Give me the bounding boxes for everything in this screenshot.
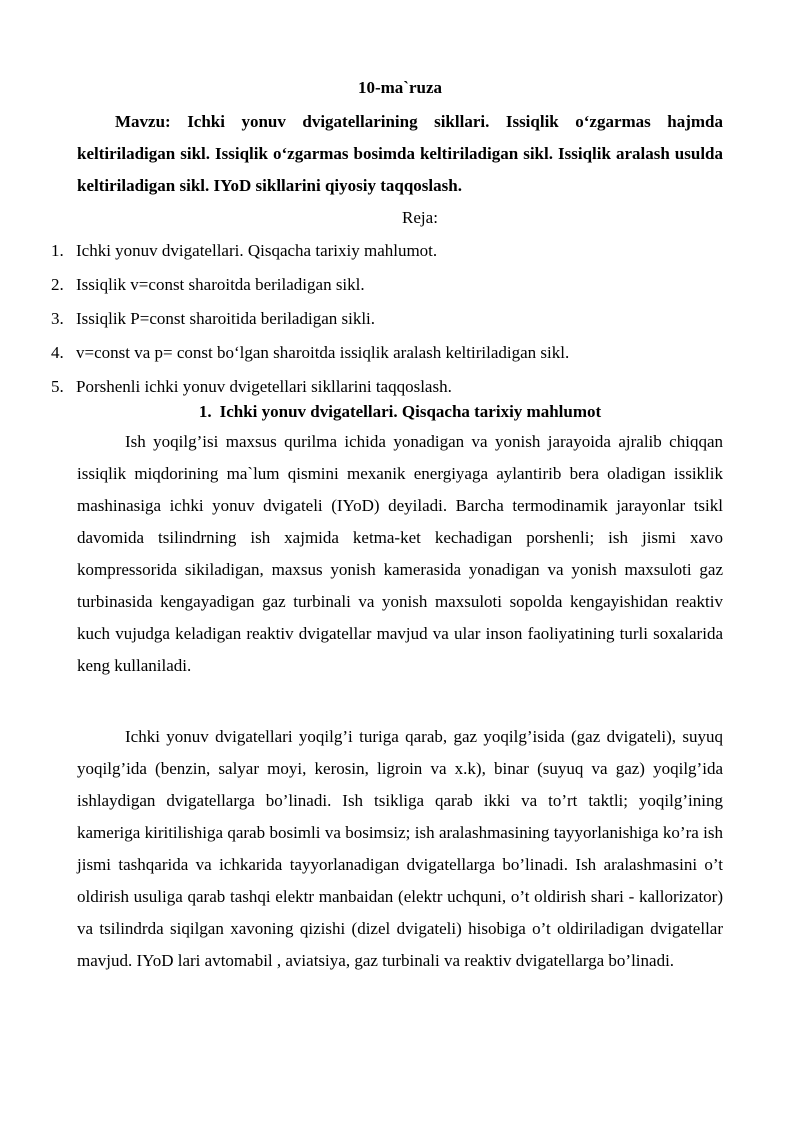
plan-item-text: Issiqlik P=const sharoitida beriladigan sikli.	[76, 309, 376, 328]
plan-item	[51, 370, 751, 404]
plan-item	[51, 268, 751, 302]
body-paragraph: Ish yoqilg’isi maxsus qurilma ichida yonadigan va yonish jarayoida ajralib chiqqan issiqlik miqdorining ma`lum qismini mexanik energiyaga aylantirib bera oladigan issiklik mashinasiga ichki yonuv dvigateli (IYoD) deyiladi. Barcha termodinamik jarayonlar tsikl davomida tsilindrning ish xajmida ketma-ket kechadigan porshenli; ish jismi xavo kompressorida sikiladigan, maxsus yonish kamerasida yonadigan va yonish maxsuloti gaz turbinasida kengayadigan gaz turbinali va yonish maxsuloti sopolda kengayishidan reaktiv kuch vujudga keladigan reaktiv dvigatellar mavjud va ular inson faoliyatining turli soxalarida keng kullaniladi.	[77, 432, 723, 675]
lecture-title: 10-ma`ruza	[357, 78, 443, 97]
plan-item-number: 2.	[51, 275, 64, 294]
plan-item-number: 4.	[51, 343, 64, 362]
plan-item-number: 1.	[51, 241, 64, 260]
section-number: 1.	[198, 402, 212, 421]
plan-item-text: v=const va p= const bo‘lgan sharoitda issiqlik aralash keltiriladigan sikl.	[76, 343, 570, 362]
plan-item-text: Issiqlik v=const sharoitda beriladigan sikl.	[76, 275, 365, 294]
plan-item-text: Ichki yonuv dvigatellari. Qisqacha tarixiy mahlumot.	[76, 241, 438, 260]
plan-item	[51, 336, 751, 370]
section-title: Ichki yonuv dvigatellari. Qisqacha tarixiy mahlumot	[219, 402, 602, 421]
lecture-topic: Mavzu: Ichki yonuv dvigatellarining sikllari. Issiqlik o‘zgarmas hajmda keltiriladigan sikl. Issiqlik o‘zgarmas bosimda keltiriladigan sikl. Issiqlik aralash usulda keltiriladigan sikl. IYoD sikllarini qiyosiy taqqoslash.	[77, 112, 723, 195]
section-heading	[0, 400, 800, 424]
plan-item-number: 5.	[51, 377, 64, 396]
plan-item	[51, 302, 751, 336]
plan-heading: Reja:	[402, 208, 438, 227]
body-paragraph: Ichki yonuv dvigatellari yoqilg’i turiga qarab, gaz yoqilg’isida (gaz dvigateli), suyuq yoqilg’ida (benzin, salyar moyi, kerosin, ligroin va x.k), binar (suyuq va gaz) yoqilg’ida ishlaydigan dvigatellarga bo’linadi. Ish tsikliga qarab ikki va to’rt taktli; yoqilg’ining kameriga kiritilishiga qarab bosimli va bosimsiz; ish aralashmasining tayyorlanishiga ko’ra ish jismi tashqarida va ichkarida tayyorlanadigan dvigatellarga bo’linadi. Ish aralashmasini o’t oldirish usuliga qarab tashqi elektr manbaidan (elektr uchquni, o’t oldirish shari - kallorizator) va tsilindrda siqilgan xavoning qizishi (dizel dvigateli) hisobiga o’t oldiriladigan dvigatellar mavjud. IYoD lari avtomabil , aviatsiya, gaz turbinali va reaktiv dvigatellarga bo’linadi.	[77, 727, 723, 970]
plan-item-number: 3.	[51, 309, 64, 328]
plan-item	[51, 234, 751, 268]
plan-list	[51, 234, 751, 404]
plan-item-text: Porshenli ichki yonuv dvigetellari sikllarini taqqoslash.	[76, 377, 452, 396]
